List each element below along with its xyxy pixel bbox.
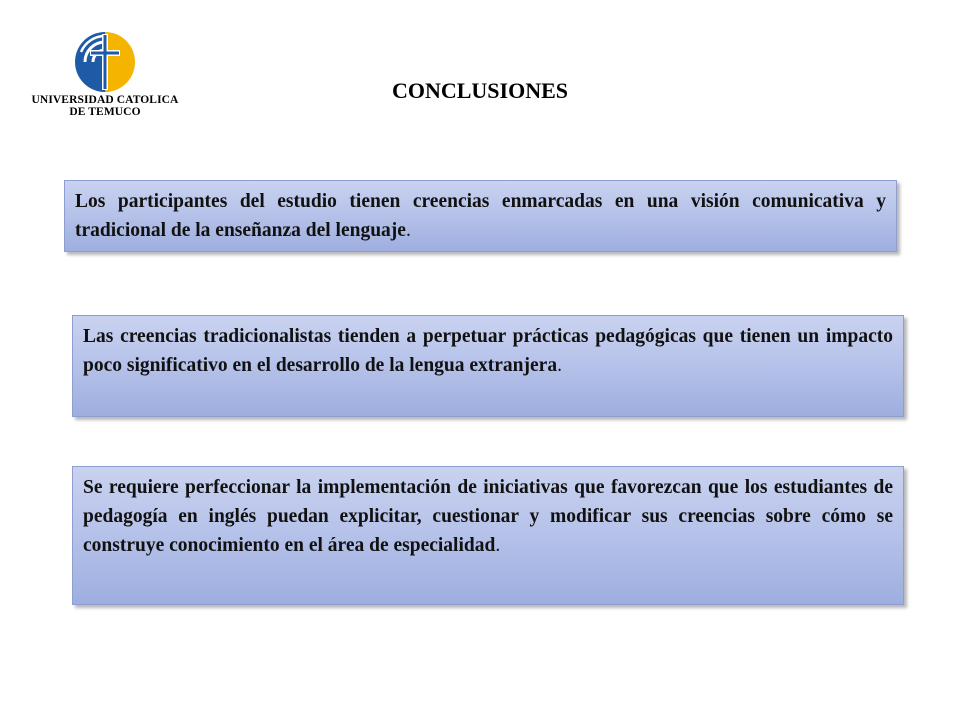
conclusion-period-3: . — [495, 535, 501, 556]
conclusion-text-1: Los participantes del estudio tienen creencias enmarcadas en una visión comunicativa y tradicional de la enseñanza del lenguaje — [75, 191, 886, 241]
university-logo — [20, 28, 190, 122]
page-title: CONCLUSIONES — [391, 78, 569, 103]
conclusion-text-2: Las creencias tradicionalistas tienden a perpetuar prácticas pedagógicas que tienen un impacto poco significativo en el desarrollo de la lengua extranjera — [83, 326, 893, 376]
logo-text-line2: DE TEMUCO — [69, 106, 141, 118]
university-emblem-icon — [20, 28, 190, 94]
conclusion-box-2 — [72, 315, 904, 417]
logo-text-line1: UNIVERSIDAD CATOLICA — [31, 94, 179, 106]
conclusion-text-3: Se requiere perfeccionar la implementación de iniciativas que favorezcan que los estudiantes de pedagogía en inglés puedan explicitar, cuestionar y modificar sus creencias sobre cómo se construye conocimiento en el área de especialidad — [83, 477, 893, 556]
conclusion-box-1 — [64, 180, 897, 252]
conclusion-period-1: . — [405, 220, 411, 241]
logo-text — [20, 94, 190, 118]
conclusion-box-3 — [72, 466, 904, 605]
conclusion-period-2: . — [557, 355, 562, 376]
